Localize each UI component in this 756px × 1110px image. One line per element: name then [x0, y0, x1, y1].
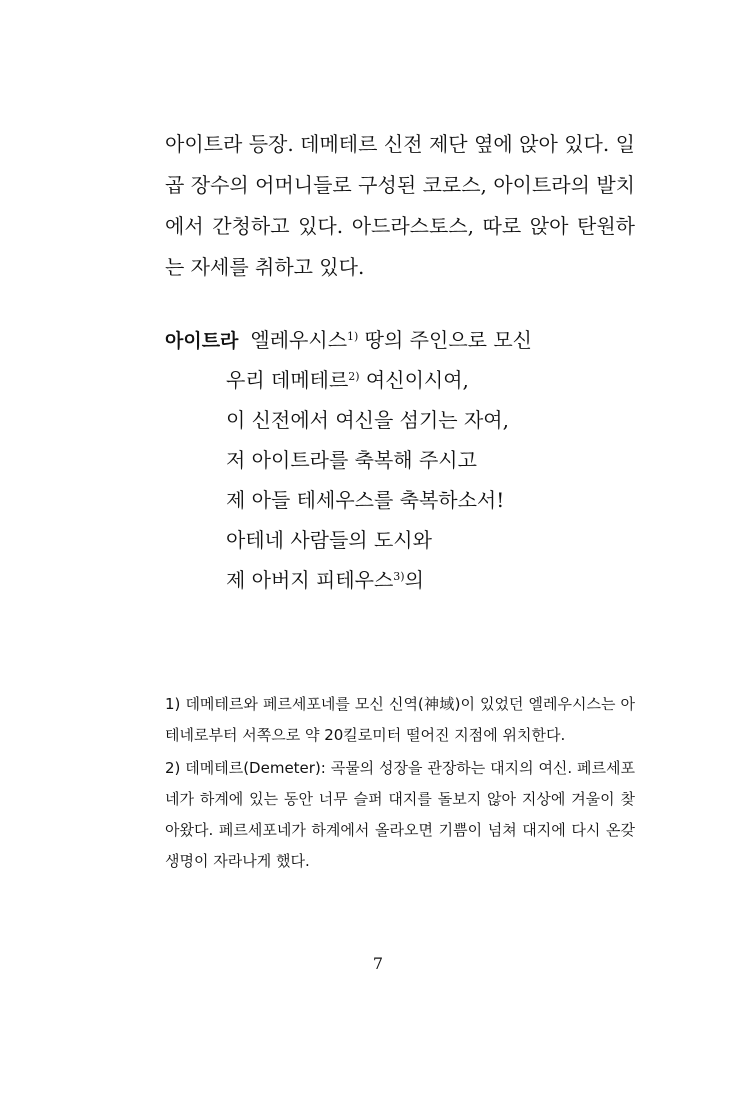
footnote-ref[interactable]: 3) [393, 570, 405, 583]
verse-text: 엘레우시스 [250, 328, 348, 352]
footnote-2: 2) 데메테르(Demeter): 곡물의 성장을 관장하는 대지의 여신. 페르세포네가 하계에 있는 동안 너무 슬퍼 대지를 돌보지 않아 지상에 겨울이 찾아왔다. 페르세포네가 하계에서 올라오면 기쁨이 넘쳐 대지에 다시 온갖 생명이 자라나게 했다. [165, 759, 635, 870]
verse-text: 저 아이트라를 축복해 주시고 [226, 448, 477, 472]
footnote-ref[interactable]: 1) [347, 330, 359, 343]
verse-line-4 [165, 445, 635, 485]
speaker-name: 아이트라 [165, 330, 239, 352]
stage-direction: 아이트라 등장. 데메테르 신전 제단 옆에 앉아 있다. 일곱 장수의 어머니들로 구성된 코로스, 아이트라의 발치에서 간청하고 있다. 아드라스토스, 따로 앉아 탄원하는 자세를 취하고 있다. [165, 132, 635, 279]
verse-text: 이 신전에서 여신을 섬기는 자여, [226, 408, 509, 432]
footnote-1: 1) 데메테르와 페르세포네를 모신 신역(神域)이 있었던 엘레우시스는 아테네로부터 서쪽으로 약 20킬로미터 떨어진 지점에 위치한다. [165, 695, 636, 744]
verse-line-7 [165, 565, 635, 605]
verse-line-5 [165, 485, 635, 525]
verse-text: 제 아들 테세우스를 축복하소서! [226, 488, 505, 512]
verse-text-after: 여신이시여, [359, 368, 469, 392]
verse-line-3 [165, 405, 635, 445]
verse-text-after: 땅의 주인으로 모신 [358, 328, 532, 352]
footnote-ref[interactable]: 2) [348, 370, 360, 383]
speech-block [165, 325, 635, 605]
footnotes [165, 689, 635, 879]
verse-line-2 [165, 365, 635, 405]
verse-text: 우리 데메테르 [226, 368, 349, 392]
verse-text: 아테네 사람들의 도시와 [226, 528, 432, 552]
verse-line-1 [165, 325, 635, 365]
verse-text-after: 의 [404, 568, 424, 592]
verse-line-6 [165, 525, 635, 565]
page-number: 7 [372, 954, 384, 973]
verse-text: 제 아버지 피테우스 [226, 568, 394, 592]
